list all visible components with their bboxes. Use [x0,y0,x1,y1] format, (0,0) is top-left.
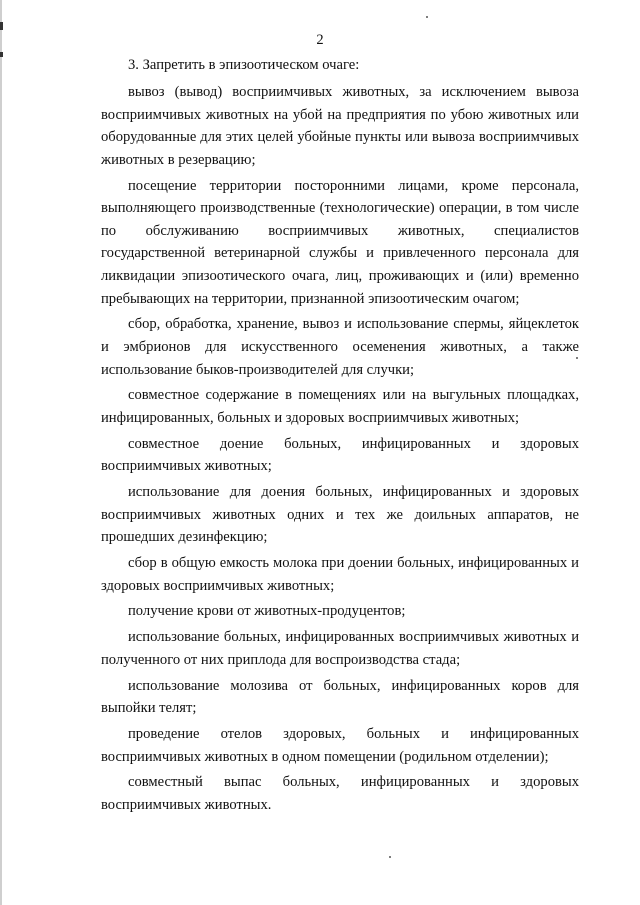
paragraph: совместное доение больных, инфицированных и здоровых восприимчивых животных; [101,435,579,475]
paragraph: вывоз (вывод) восприимчивых животных, за исключением вывоза восприимчивых животных на убой на предприятия по убою животных или оборудованные для этих целей убойные пункты или вывоза восприимчивых животных в резервацию; [101,84,579,168]
scan-left-edge [0,0,2,905]
paragraph: использование молозива от больных, инфицированных коров для выпойки телят; [101,677,579,717]
page-number: 2 [316,32,324,48]
paragraph: посещение территории посторонними лицами, кроме персонала, выполняющего производственные (технологические) операции, в том числе по обслуживанию восприимчивых животных, специалистов государственной ветеринарной службы и привлеченного персонала для ликвидации эпизоотического очага, лиц, проживающих и (или) временно пребывающих на территории, признанной эпизоотическим очагом; [101,177,579,307]
paragraph: проведение отелов здоровых, больных и инфицированных восприимчивых животных в одном помещении (родильном отделении); [101,726,579,765]
scan-edge-mark [0,52,3,57]
section-heading: 3. Запретить в эпизоотическом очаге: [128,57,360,73]
paragraph: использование больных, инфицированных восприимчивых животных и полученного от них приплода для воспроизводства стада; [101,629,579,668]
scan-speck [389,856,391,858]
paragraph: совместный выпас больных, инфицированных и здоровых восприимчивых животных. [101,774,579,813]
paragraph: сбор в общую емкость молока при доении больных, инфицированных и здоровых восприимчивых животных; [101,555,579,594]
document-body [101,54,579,820]
paragraph: совместное содержание в помещениях или на выгульных площадках, инфицированных, больных и здоровых восприимчивых животных; [101,387,579,426]
scan-speck [426,16,428,18]
paragraph: получение крови от животных-продуцентов; [128,603,406,620]
scan-edge-mark [0,22,3,30]
paragraph: использование для доения больных, инфицированных и здоровых восприимчивых животных одних и тех же доильных аппаратов, не прошедших дезинфекцию; [101,484,579,546]
paragraph: сбор, обработка, хранение, вывоз и использование спермы, яйцеклеток и эмбрионов для искусственного осеменения животных, а также использование быков-производителей для случки; [101,316,579,378]
